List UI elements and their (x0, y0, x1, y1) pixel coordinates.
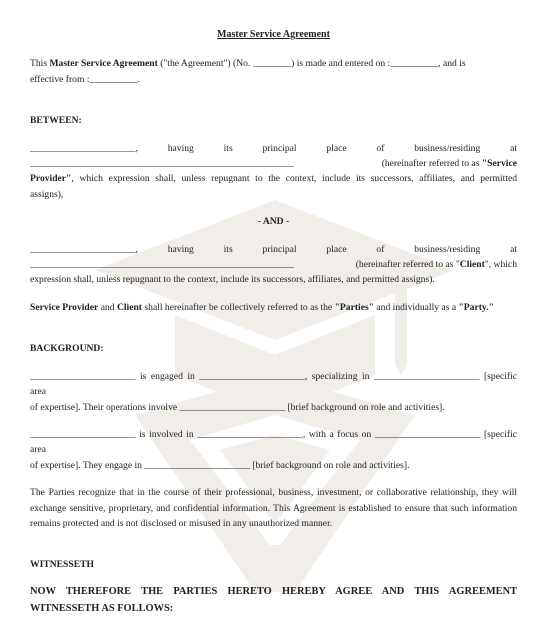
between-heading: BETWEEN: (30, 115, 82, 127)
client-line-3: expression shall, unless repugnant to the context, include its successors, affiliates, and permitted assigns). (30, 274, 435, 286)
client-block (30, 242, 517, 288)
recognize-paragraph: The Parties recognize that in the course of their professional, business, investment, or collaborative relationship, they will exchange sensitive, proprietary, and confidential information. This Agreement is established to ensure that such information remains protected and is not disclosed or misused in any unauthorized manner. (30, 487, 517, 529)
parties-definition: Service Provider and Client shall hereinafter be collectively referred to as the "Parties" and individually as a "Party." (30, 301, 494, 313)
client-line-1: ______________________, having its principal place of business/residing at (30, 243, 517, 255)
background-item-2: ______________________ is involved in ______________________, with a focus on ______________________ [specific area of expertise]. They engage in ______________________ [brief background on role and activities]. (30, 428, 517, 471)
document-title: Master Service Agreement (217, 29, 330, 40)
sp-line-4: assigns), (30, 188, 64, 200)
and-separator: - AND - (257, 216, 290, 228)
client-line-2: _______________________________________________________ (hereinafter referred to as "Client", which (30, 259, 517, 271)
agreement-document (30, 27, 517, 617)
background-heading: BACKGROUND: (30, 343, 104, 355)
witnesseth-heading: WITNESSETH (30, 559, 94, 571)
service-provider-block (30, 141, 517, 203)
sp-line-1: ______________________, having its principal place of business/residing at (30, 142, 517, 154)
now-therefore-clause: NOW THEREFORE THE PARTIES HERETO HEREBY AGREE AND THIS AGREEMENT WITNESSETH AS FOLLOWS: (30, 585, 517, 614)
background-item-1: ______________________ is engaged in ______________________, specializing in ______________________ [specific area of expertise]. Their operations involve ______________________ [brief background on role and activities]. (30, 370, 517, 413)
sp-line-2: _______________________________________________________ (hereinafter referred to as "Service (30, 158, 517, 170)
intro-effective: effective from :__________. (30, 73, 140, 85)
sp-line-3: Provider", which expression shall, unless repugnant to the context, include its successors, affiliates, and permitted (30, 173, 517, 185)
intro-paragraph: This Master Service Agreement ("the Agreement") (No. ________) is made and entered on :__________, and is (30, 58, 466, 70)
